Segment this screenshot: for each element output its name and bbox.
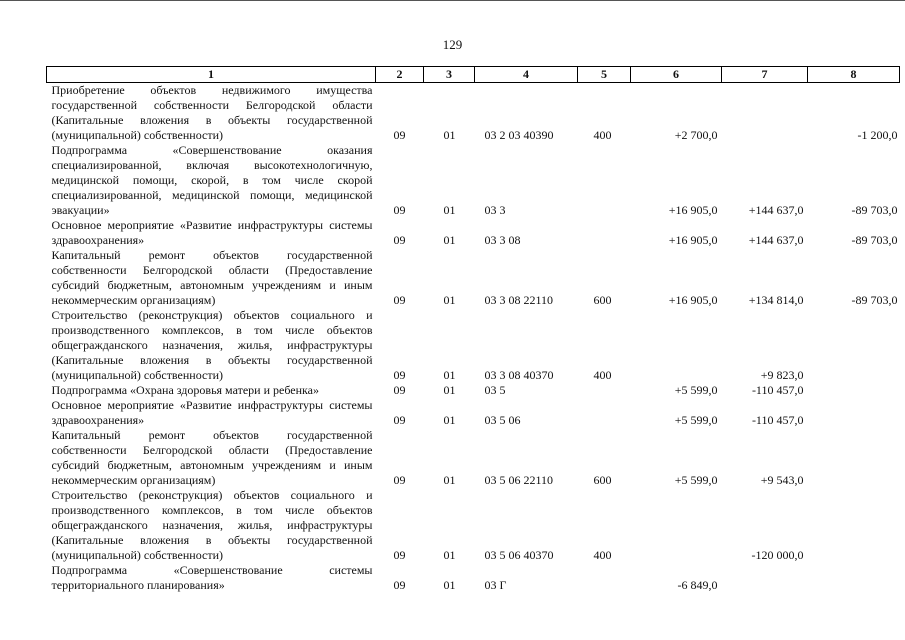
expense-type-code [578, 218, 631, 248]
target-article-code: 03 5 06 [484, 413, 521, 427]
expense-type-code: 600 [593, 293, 612, 307]
subsection-code: 01 [443, 548, 456, 562]
amount-col7: +9 823,0 [760, 368, 804, 382]
amount-col6: +5 599,0 [674, 473, 718, 487]
subsection-code: 01 [443, 368, 456, 382]
amount-col6: +5 599,0 [674, 383, 718, 397]
amount-col6: +16 905,0 [668, 233, 718, 247]
table-row [47, 83, 900, 144]
amount-col6: +5 599,0 [674, 413, 718, 427]
table-row [47, 383, 900, 398]
amount-col6: +16 905,0 [668, 293, 718, 307]
row-name: Капитальный ремонт объектов государственной собственности Белгородской области (Предоставление субсидий бюджетным, автономным учреждениям и иным некоммерческим организациям) [51, 248, 373, 307]
table-row [47, 428, 900, 488]
section-code: 09 [393, 233, 406, 247]
table-row [47, 398, 900, 428]
table-row [47, 563, 900, 593]
target-article-code: 03 3 08 [484, 233, 521, 247]
section-code: 09 [393, 368, 406, 382]
amount-col7: +9 543,0 [760, 473, 804, 487]
row-name: Строительство (реконструкция) объектов социального и производственного комплексов, в том числе объектов общегражданского назначения, жилья, инфраструктуры (Капитальные вложения в объекты государственной (муниципальной) собственности) [51, 488, 373, 562]
amount-col6: +2 700,0 [674, 128, 718, 142]
subsection-code: 01 [443, 293, 456, 307]
expense-type-code: 400 [593, 128, 612, 142]
budget-table [46, 66, 900, 593]
row-name: Основное мероприятие «Развитие инфраструктуры системы здравоохранения» [51, 218, 373, 247]
expense-type-code: 400 [593, 368, 612, 382]
page-number: 129 [442, 37, 463, 52]
table-row [47, 143, 900, 218]
expense-type-code [578, 398, 631, 428]
target-article-code: 03 3 08 40370 [484, 368, 554, 382]
amount-col6: +16 905,0 [668, 203, 718, 217]
header-cell: 7 [722, 67, 808, 83]
amount-col8: -89 703,0 [851, 203, 898, 217]
expense-type-code [578, 383, 631, 398]
target-article-code: 03 5 06 22110 [484, 473, 554, 487]
amount-col6 [631, 308, 722, 383]
amount-col8: -89 703,0 [851, 293, 898, 307]
amount-col8: -1 200,0 [857, 128, 898, 142]
amount-col8 [808, 563, 900, 593]
expense-type-code [578, 143, 631, 218]
amount-col7 [722, 563, 808, 593]
section-code: 09 [393, 413, 406, 427]
amount-col8 [808, 308, 900, 383]
row-name: Приобретение объектов недвижимого имущества государственной собственности Белгородской области (Капитальные вложения в объекты государственной (муниципальной) собственности) [51, 83, 373, 142]
row-name: Капитальный ремонт объектов государственной собственности Белгородской области (Предоставление субсидий бюджетным, автономным учреждениям и иным некоммерческим организациям) [51, 428, 373, 487]
subsection-code: 01 [443, 128, 456, 142]
table-row [47, 488, 900, 563]
amount-col7: +134 814,0 [748, 293, 804, 307]
amount-col8 [808, 383, 900, 398]
amount-col6: -6 849,0 [677, 578, 718, 592]
amount-col6 [631, 488, 722, 563]
amount-col8 [808, 398, 900, 428]
target-article-code: 03 5 [484, 383, 506, 397]
row-name: Подпрограмма «Охрана здоровья матери и ребенка» [51, 383, 319, 397]
amount-col8 [808, 488, 900, 563]
target-article-code: 03 3 [484, 203, 506, 217]
section-code: 09 [393, 203, 406, 217]
amount-col7: -120 000,0 [751, 548, 804, 562]
header-cell: 6 [631, 67, 722, 83]
table-row [47, 248, 900, 308]
header-cell: 3 [424, 67, 475, 83]
header-cell: 1 [47, 67, 376, 83]
subsection-code: 01 [443, 203, 456, 217]
expense-type-code: 600 [593, 473, 612, 487]
expense-type-code: 400 [593, 548, 612, 562]
table-header-row [47, 67, 900, 83]
section-code: 09 [393, 548, 406, 562]
amount-col8 [808, 428, 900, 488]
amount-col7: -110 457,0 [751, 383, 804, 397]
target-article-code: 03 Г [484, 578, 507, 592]
section-code: 09 [393, 473, 406, 487]
header-cell: 4 [475, 67, 578, 83]
amount-col8: -89 703,0 [851, 233, 898, 247]
row-name: Подпрограмма «Совершенствование системы территориального планирования» [51, 563, 373, 592]
row-name: Подпрограмма «Совершенствование оказания специализированной, включая высокотехнологичную, медицинской помощи, скорой, в том числе скорой специализированной, медицинской помощи, медицинской эвакуации» [51, 143, 373, 217]
amount-col7 [722, 83, 808, 144]
subsection-code: 01 [443, 413, 456, 427]
row-name: Основное мероприятие «Развитие инфраструктуры системы здравоохранения» [51, 398, 373, 427]
subsection-code: 01 [443, 383, 456, 397]
expense-type-code [578, 563, 631, 593]
table-row [47, 218, 900, 248]
table-row [47, 308, 900, 383]
section-code: 09 [393, 578, 406, 592]
header-cell: 2 [376, 67, 424, 83]
top-border-line [0, 0, 905, 1]
header-cell: 5 [578, 67, 631, 83]
amount-col7: +144 637,0 [748, 203, 804, 217]
amount-col7: -110 457,0 [751, 413, 804, 427]
subsection-code: 01 [443, 473, 456, 487]
row-name: Строительство (реконструкция) объектов социального и производственного комплексов, в том числе объектов общегражданского назначения, жилья, инфраструктуры (Капитальные вложения в объекты государственной (муниципальной) собственности) [51, 308, 373, 382]
header-cell: 8 [808, 67, 900, 83]
subsection-code: 01 [443, 233, 456, 247]
target-article-code: 03 3 08 22110 [484, 293, 554, 307]
subsection-code: 01 [443, 578, 456, 592]
target-article-code: 03 2 03 40390 [484, 128, 554, 142]
section-code: 09 [393, 293, 406, 307]
section-code: 09 [393, 128, 406, 142]
amount-col7: +144 637,0 [748, 233, 804, 247]
target-article-code: 03 5 06 40370 [484, 548, 554, 562]
section-code: 09 [393, 383, 406, 397]
